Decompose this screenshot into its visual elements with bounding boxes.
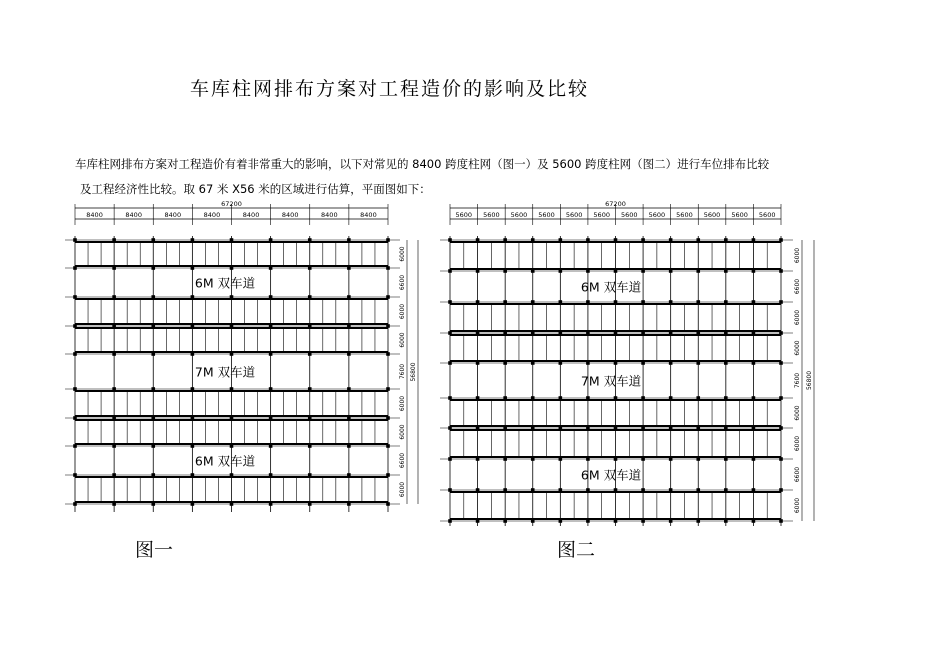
column bbox=[669, 457, 673, 461]
column bbox=[386, 473, 390, 477]
column bbox=[669, 238, 673, 242]
total-height-label: 56800 bbox=[806, 370, 813, 391]
column bbox=[269, 295, 273, 299]
column bbox=[230, 324, 234, 328]
column bbox=[191, 444, 195, 448]
column bbox=[476, 426, 480, 430]
column bbox=[669, 269, 673, 273]
column bbox=[73, 444, 77, 448]
column bbox=[151, 238, 155, 242]
column bbox=[669, 396, 673, 400]
column bbox=[230, 387, 234, 391]
column bbox=[230, 352, 234, 356]
column bbox=[669, 488, 673, 492]
column bbox=[669, 361, 673, 365]
column bbox=[641, 238, 645, 242]
bay-dim-label: 5600 bbox=[510, 211, 528, 219]
bay-dim-label: 8400 bbox=[321, 211, 338, 219]
column bbox=[779, 519, 783, 523]
column bbox=[112, 352, 116, 356]
column bbox=[308, 324, 312, 328]
column bbox=[448, 361, 452, 365]
column bbox=[503, 457, 507, 461]
column bbox=[586, 331, 590, 335]
figure-1-column-grid-8400 bbox=[62, 196, 442, 526]
column bbox=[724, 488, 728, 492]
column bbox=[151, 387, 155, 391]
column bbox=[347, 387, 351, 391]
column bbox=[269, 324, 273, 328]
column bbox=[669, 331, 673, 335]
column bbox=[112, 238, 116, 242]
column bbox=[724, 519, 728, 523]
column bbox=[641, 457, 645, 461]
column bbox=[386, 352, 390, 356]
row-dim-label: 6000 bbox=[794, 247, 801, 264]
figure-1-caption: 图一 bbox=[135, 539, 174, 561]
column bbox=[448, 300, 452, 304]
column bbox=[586, 519, 590, 523]
column bbox=[112, 473, 116, 477]
column bbox=[614, 519, 618, 523]
column bbox=[696, 488, 700, 492]
column bbox=[559, 238, 563, 242]
column bbox=[752, 300, 756, 304]
column bbox=[112, 502, 116, 506]
column bbox=[559, 396, 563, 400]
bay-dim-label: 5600 bbox=[648, 211, 666, 219]
column bbox=[779, 457, 783, 461]
bay-dim-label: 5600 bbox=[565, 211, 583, 219]
column bbox=[503, 396, 507, 400]
column bbox=[386, 266, 390, 270]
column bbox=[347, 416, 351, 420]
column bbox=[531, 361, 535, 365]
column bbox=[779, 269, 783, 273]
column bbox=[73, 387, 77, 391]
driving-lane-label: 6M 双车道 bbox=[194, 453, 256, 469]
column bbox=[503, 238, 507, 242]
bay-dim-label: 8400 bbox=[164, 211, 182, 219]
column bbox=[386, 324, 390, 328]
bay-dim-label: 5600 bbox=[621, 211, 638, 219]
figure-2-caption: 图二 bbox=[557, 539, 596, 561]
driving-lane-label: 7M 双车道 bbox=[580, 373, 642, 389]
column bbox=[308, 502, 312, 506]
column bbox=[347, 238, 351, 242]
column bbox=[191, 502, 195, 506]
bay-dim-label: 8400 bbox=[242, 211, 260, 219]
column bbox=[531, 426, 535, 430]
column bbox=[531, 396, 535, 400]
column bbox=[752, 361, 756, 365]
column bbox=[191, 238, 195, 242]
column bbox=[151, 473, 155, 477]
column bbox=[752, 488, 756, 492]
column bbox=[641, 269, 645, 273]
bay-dim-label: 5600 bbox=[731, 211, 748, 219]
column bbox=[112, 444, 116, 448]
row-dim-label: 6600 bbox=[399, 274, 406, 291]
row-dim-label: 6000 bbox=[794, 309, 801, 326]
column bbox=[586, 300, 590, 304]
column bbox=[696, 238, 700, 242]
column bbox=[151, 444, 155, 448]
column bbox=[641, 396, 645, 400]
column bbox=[476, 519, 480, 523]
column bbox=[559, 331, 563, 335]
row-dim-label: 7600 bbox=[794, 372, 801, 389]
column bbox=[347, 266, 351, 270]
column bbox=[724, 331, 728, 335]
column bbox=[586, 361, 590, 365]
column bbox=[531, 457, 535, 461]
column bbox=[269, 266, 273, 270]
column bbox=[191, 387, 195, 391]
column bbox=[641, 331, 645, 335]
column bbox=[191, 266, 195, 270]
column bbox=[448, 331, 452, 335]
row-dim-label: 6000 bbox=[399, 481, 406, 498]
column bbox=[476, 300, 480, 304]
column bbox=[308, 416, 312, 420]
column bbox=[696, 519, 700, 523]
column bbox=[269, 444, 273, 448]
column bbox=[724, 396, 728, 400]
row-dim-label: 6000 bbox=[399, 246, 406, 262]
driving-lane-label: 6M 双车道 bbox=[580, 279, 642, 295]
column bbox=[503, 331, 507, 335]
column bbox=[559, 426, 563, 430]
column bbox=[269, 473, 273, 477]
column bbox=[752, 269, 756, 273]
column bbox=[531, 300, 535, 304]
column bbox=[724, 361, 728, 365]
column bbox=[724, 269, 728, 273]
column bbox=[586, 457, 590, 461]
column bbox=[230, 238, 234, 242]
row-dim-label: 6000 bbox=[794, 497, 801, 514]
column bbox=[73, 324, 77, 328]
column bbox=[614, 331, 618, 335]
column bbox=[779, 361, 783, 365]
column bbox=[752, 426, 756, 430]
column bbox=[641, 519, 645, 523]
column bbox=[230, 266, 234, 270]
column bbox=[559, 519, 563, 523]
column bbox=[503, 488, 507, 492]
column bbox=[641, 488, 645, 492]
column bbox=[448, 488, 452, 492]
column bbox=[559, 457, 563, 461]
column bbox=[696, 300, 700, 304]
column bbox=[191, 295, 195, 299]
driving-lane-label: 6M 双车道 bbox=[580, 467, 642, 483]
document-title: 车库柱网排布方案对工程造价的影响及比较 bbox=[190, 78, 590, 100]
column bbox=[73, 295, 77, 299]
column bbox=[448, 519, 452, 523]
column bbox=[476, 488, 480, 492]
bay-dim-label: 5600 bbox=[483, 211, 500, 219]
column bbox=[503, 361, 507, 365]
row-dim-label: 6000 bbox=[399, 303, 406, 320]
column bbox=[151, 352, 155, 356]
column bbox=[752, 331, 756, 335]
column bbox=[230, 295, 234, 299]
total-height-label: 56800 bbox=[410, 362, 417, 382]
row-dim-label: 6600 bbox=[399, 452, 406, 469]
column bbox=[614, 488, 618, 492]
bay-dim-label: 5600 bbox=[676, 211, 693, 219]
column bbox=[308, 387, 312, 391]
column bbox=[476, 269, 480, 273]
column bbox=[230, 473, 234, 477]
column bbox=[752, 457, 756, 461]
column bbox=[308, 238, 312, 242]
column bbox=[696, 396, 700, 400]
column bbox=[269, 238, 273, 242]
column bbox=[269, 387, 273, 391]
column bbox=[386, 416, 390, 420]
column bbox=[476, 396, 480, 400]
row-dim-label: 6000 bbox=[794, 340, 801, 356]
column bbox=[614, 300, 618, 304]
column bbox=[614, 361, 618, 365]
row-dim-label: 7600 bbox=[399, 363, 406, 380]
column bbox=[641, 300, 645, 304]
bay-dim-label: 8400 bbox=[203, 211, 221, 219]
column bbox=[779, 331, 783, 335]
column bbox=[724, 238, 728, 242]
driving-lane-label: 6M 双车道 bbox=[194, 275, 256, 291]
column bbox=[586, 426, 590, 430]
column bbox=[614, 269, 618, 273]
column bbox=[503, 519, 507, 523]
column bbox=[531, 488, 535, 492]
column bbox=[559, 361, 563, 365]
column bbox=[559, 488, 563, 492]
column bbox=[531, 519, 535, 523]
column bbox=[476, 238, 480, 242]
column bbox=[73, 416, 77, 420]
column bbox=[347, 352, 351, 356]
column bbox=[696, 269, 700, 273]
column bbox=[112, 416, 116, 420]
column bbox=[448, 269, 452, 273]
column bbox=[779, 238, 783, 242]
column bbox=[641, 426, 645, 430]
column bbox=[230, 444, 234, 448]
column bbox=[779, 488, 783, 492]
column bbox=[696, 331, 700, 335]
column bbox=[112, 387, 116, 391]
column bbox=[476, 331, 480, 335]
column bbox=[347, 502, 351, 506]
column bbox=[559, 269, 563, 273]
total-width-label: 67200 bbox=[221, 200, 242, 208]
column bbox=[531, 269, 535, 273]
column bbox=[386, 295, 390, 299]
bay-dim-label: 5600 bbox=[455, 211, 473, 219]
column bbox=[191, 324, 195, 328]
column bbox=[503, 426, 507, 430]
column bbox=[779, 396, 783, 400]
column bbox=[73, 502, 77, 506]
figure-1-drawing bbox=[62, 196, 442, 526]
bay-dim-label: 8400 bbox=[360, 211, 377, 219]
column bbox=[386, 238, 390, 242]
column bbox=[308, 352, 312, 356]
column bbox=[752, 519, 756, 523]
column bbox=[347, 324, 351, 328]
column bbox=[386, 387, 390, 391]
column bbox=[308, 473, 312, 477]
column bbox=[73, 473, 77, 477]
bay-dim-label: 8400 bbox=[281, 211, 299, 219]
column bbox=[73, 266, 77, 270]
column bbox=[151, 502, 155, 506]
column bbox=[112, 324, 116, 328]
column bbox=[669, 426, 673, 430]
column bbox=[586, 396, 590, 400]
figure-2-column-grid-5600 bbox=[430, 196, 830, 526]
bay-dim-label: 8400 bbox=[86, 211, 103, 219]
column bbox=[230, 416, 234, 420]
column bbox=[151, 324, 155, 328]
column bbox=[779, 426, 783, 430]
column bbox=[347, 295, 351, 299]
row-dim-label: 6600 bbox=[794, 278, 801, 295]
bay-dim-label: 5600 bbox=[538, 211, 555, 219]
column bbox=[724, 457, 728, 461]
column bbox=[669, 300, 673, 304]
row-dim-label: 6000 bbox=[794, 405, 801, 421]
column bbox=[308, 266, 312, 270]
driving-lane-label: 7M 双车道 bbox=[194, 364, 256, 380]
row-dim-label: 6000 bbox=[399, 424, 406, 440]
column bbox=[779, 300, 783, 304]
column bbox=[696, 426, 700, 430]
row-dim-label: 6600 bbox=[794, 466, 801, 483]
column bbox=[752, 396, 756, 400]
total-width-label: 67200 bbox=[605, 200, 626, 208]
bay-dim-label: 5600 bbox=[703, 211, 721, 219]
column bbox=[586, 488, 590, 492]
row-dim-label: 6000 bbox=[794, 435, 801, 452]
column bbox=[503, 300, 507, 304]
column bbox=[614, 426, 618, 430]
intro-paragraph-line-1: 车库柱网排布方案对工程造价有着非常重大的影响，以下对常见的 8400 跨度柱网（图一）及 5600 跨度柱网（图二）进行车位排布比较 bbox=[75, 157, 770, 171]
column bbox=[696, 361, 700, 365]
column bbox=[347, 473, 351, 477]
column bbox=[151, 266, 155, 270]
column bbox=[112, 295, 116, 299]
column bbox=[191, 473, 195, 477]
column bbox=[531, 238, 535, 242]
column bbox=[614, 457, 618, 461]
bay-dim-label: 8400 bbox=[125, 211, 142, 219]
figure-2-drawing bbox=[430, 196, 830, 526]
column bbox=[531, 331, 535, 335]
column bbox=[696, 457, 700, 461]
column bbox=[73, 352, 77, 356]
column bbox=[448, 426, 452, 430]
row-dim-label: 6000 bbox=[399, 332, 406, 348]
column bbox=[724, 300, 728, 304]
row-dim-label: 6000 bbox=[399, 395, 406, 412]
column bbox=[151, 416, 155, 420]
column bbox=[151, 295, 155, 299]
column bbox=[476, 361, 480, 365]
column bbox=[448, 457, 452, 461]
column bbox=[669, 519, 673, 523]
column bbox=[586, 238, 590, 242]
column bbox=[503, 269, 507, 273]
column bbox=[752, 238, 756, 242]
column bbox=[191, 352, 195, 356]
column bbox=[724, 426, 728, 430]
column bbox=[269, 352, 273, 356]
column bbox=[586, 269, 590, 273]
column bbox=[614, 396, 618, 400]
column bbox=[448, 238, 452, 242]
column bbox=[112, 266, 116, 270]
column bbox=[191, 416, 195, 420]
column bbox=[269, 502, 273, 506]
column bbox=[641, 361, 645, 365]
column bbox=[73, 238, 77, 242]
bay-dim-label: 5600 bbox=[758, 211, 776, 219]
bay-dim-label: 5600 bbox=[593, 211, 610, 219]
intro-paragraph-line-2: 及工程经济性比较。取 67 米 X56 米的区域进行估算，平面图如下： bbox=[80, 182, 431, 196]
column bbox=[386, 444, 390, 448]
column bbox=[448, 396, 452, 400]
column bbox=[347, 444, 351, 448]
column bbox=[386, 502, 390, 506]
column bbox=[308, 295, 312, 299]
column bbox=[230, 502, 234, 506]
column bbox=[308, 444, 312, 448]
column bbox=[476, 457, 480, 461]
column bbox=[614, 238, 618, 242]
column bbox=[559, 300, 563, 304]
column bbox=[269, 416, 273, 420]
